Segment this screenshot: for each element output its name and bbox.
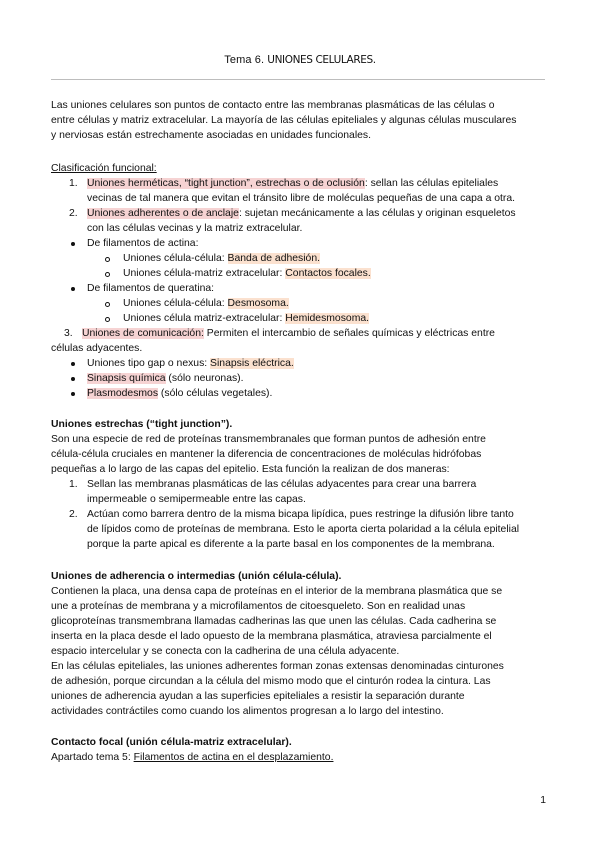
circle-bullet-icon [105,272,110,277]
item-text: : sellan las células epiteliales [364,178,499,189]
estrechas-para-line: pequeñas a lo largo de las capas del epitelio. Esta función la realizan de dos maneras: [51,464,450,475]
estrechas-para-line: Son una especie de red de proteínas transmembranales que forman puntos de adhesión entre [51,434,486,445]
estrechas-para-line: célula-célula cruciales en mantener la diferencia de concentraciones de moléculas hidrófobas [51,449,482,460]
focal-heading: Contacto focal (unión célula-matriz extracelular). [51,737,292,748]
adherencia-heading: Uniones de adherencia o intermedias (unión célula-célula). [51,571,342,582]
actina-sub-1 [123,251,320,266]
list-number: 3. [64,328,73,339]
clasificacion-item-1-cont: vecinas de tal manera que evitan el tránsito libre de moléculas pequeñas de una capa a otra. [87,193,516,204]
highlight: Uniones herméticas, “tight junction”, estrechas o de oclusión [87,178,365,189]
page-number: 1 [540,795,546,806]
highlight: Banda de adhesión. [227,253,320,264]
circle-bullet-icon [105,302,110,307]
item-text: Uniones tipo gap o nexus: [87,358,211,369]
plasmodesmos-item [87,386,272,401]
estrechas-item-1-line: Sellan las membranas plasmáticas de las células adyacentes para crear una barrera [87,479,477,490]
highlight: Uniones de comunicación: [82,328,204,339]
item-text: (sólo neuronas). [165,373,244,384]
adherencia-para-line: espacio intercelular y se conecta con la cadherina de una célula adyacente. [51,646,400,657]
highlight: Uniones adherentes o de anclaje [87,208,239,219]
actina-label: De filamentos de actina: [87,238,199,249]
item-text: (sólo células vegetales). [158,388,273,399]
estrechas-item-2-line: Actúan como barrera dentro de la misma bicapa lipídica, pues restringe la difusión libre tanto [87,509,514,520]
title-prefix: Tema 6. [224,54,268,66]
item-text: Uniones célula matriz-extracelular: [123,313,286,324]
item-text: Permiten el intercambio de señales químicas y eléctricas entre [203,328,495,339]
estrechas-item-1-line: impermeable o semipermeable entre las capas. [87,494,306,505]
estrechas-item-2-line: porque la parte apical es diferente a la parte basal en los componentes de la membrana. [87,539,495,550]
queratina-sub-2 [123,311,369,326]
adherencia-para-line: glicoproteínas transmembrana llamadas cadherinas las que unen las células. Cada cadherina se [51,616,497,627]
actina-sub-2 [123,266,371,281]
highlight: Plasmodesmos [87,388,159,399]
adherencia-para-line: de adhesión, porque circundan a la célula del mismo modo que el cinturón rodea la cintura. Las [51,676,491,687]
title-main: UNIONES CELULARES. [267,54,376,66]
gap-item [87,356,294,371]
quimica-item [87,371,244,386]
clasificacion-heading: Clasificación funcional: [51,163,157,174]
adherencia-para-line: une a proteínas de membrana y a microfilamentos de citoesqueleto. Son en realidad unas [51,601,466,612]
intro-line-2: entre células y matriz extracelular. La mayoría de las células epiteliales y algunas células musculares [51,115,517,126]
intro-line-3: y nerviosas están estrechamente asociadas en unidades funcionales. [51,130,371,141]
adherencia-para-line: actividades contráctiles como cuando los alimentos progresan a lo largo del intestino. [51,706,444,717]
focal-link[interactable]: Filamentos de actina en el desplazamiento. [133,752,334,763]
bullet-icon [71,362,75,366]
adherencia-para-line: Contienen la placa, una densa capa de proteínas en el interior de la membrana plasmática que se [51,586,503,597]
list-number: 2. [69,509,78,520]
list-number: 2. [69,208,78,219]
adherencia-para-line: inserta en la placa desde el lado opuesto de la membrana plasmática, atraviesa parcialmente el [51,631,492,642]
highlight: Sinapsis química [87,373,166,384]
adherencia-para-line: uniones de adherencia ayudan a las superficies epiteliales a resistir la separación durante [51,691,465,702]
clasificacion-item-3-cont: células adyacentes. [51,343,143,354]
bullet-icon [71,242,75,246]
clasificacion-item-2-cont: con las células vecinas y la matriz extracelular. [87,223,303,234]
item-text: Uniones célula-célula: [123,253,228,264]
intro-line-1: Las uniones celulares son puntos de contacto entre las membranas plasmáticas de las células o [51,100,495,111]
queratina-label: De filamentos de queratina: [87,283,215,294]
clasificacion-item-2 [87,206,516,221]
clasificacion-item-3 [82,326,495,341]
queratina-sub-1 [123,296,289,311]
item-text: : sujetan mecánicamente a las células y originan esqueletos [238,208,516,219]
clasificacion-item-1 [87,176,498,191]
highlight: Contactos focales. [285,268,371,279]
list-number: 1. [69,479,78,490]
bullet-icon [71,377,75,381]
bullet-icon [71,392,75,396]
estrechas-item-2-line: de lípidos como de proteínas de membrana. Esto le aporta cierta polaridad a la célula epitelial [87,524,520,535]
circle-bullet-icon [105,317,110,322]
estrechas-heading: Uniones estrechas (“tight junction”). [51,419,233,430]
adherencia-para-line: En las células epiteliales, las uniones adherentes forman zonas extensas denominadas cinturones [51,661,504,672]
highlight: Desmosoma. [227,298,289,309]
circle-bullet-icon [105,257,110,262]
highlight: Sinapsis eléctrica. [210,358,294,369]
list-number: 1. [69,178,78,189]
item-text: Apartado tema 5: [51,752,134,763]
document-title [0,54,600,66]
focal-reference [51,750,333,765]
item-text: Uniones célula-matriz extracelular: [123,268,286,279]
item-text: Uniones célula-célula: [123,298,228,309]
title-divider [51,79,545,80]
bullet-icon [71,287,75,291]
highlight: Hemidesmosoma. [285,313,370,324]
